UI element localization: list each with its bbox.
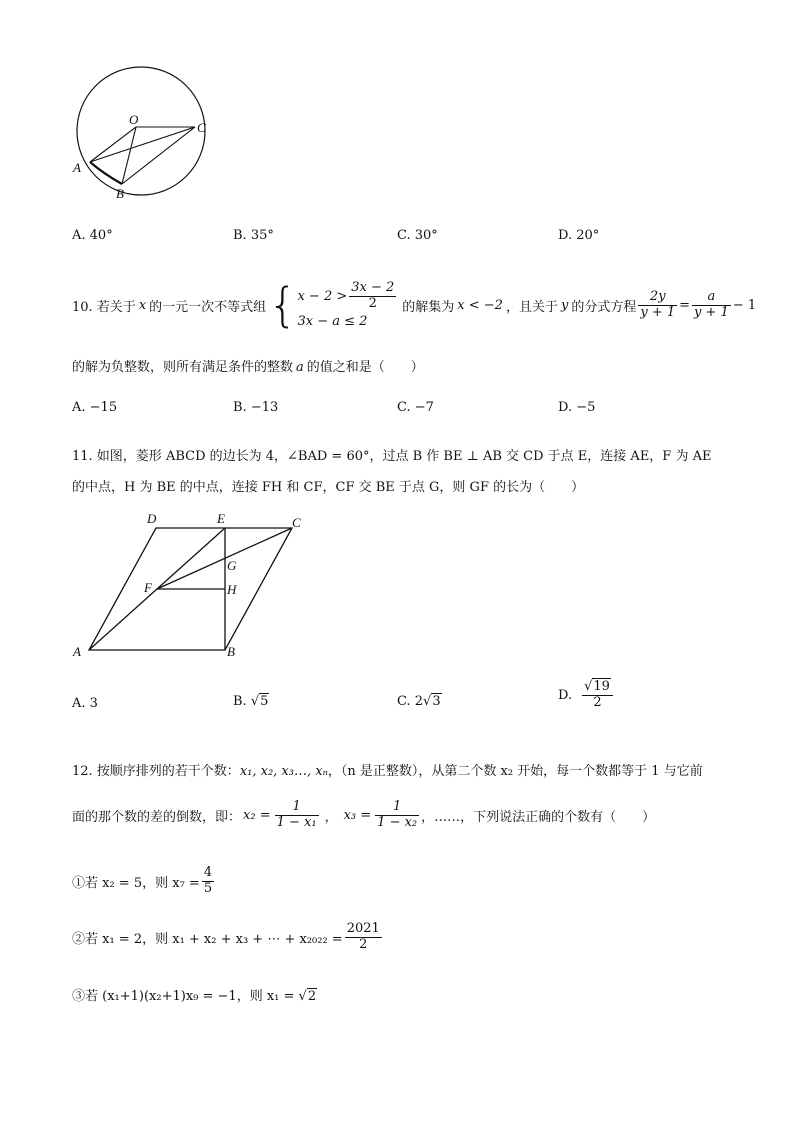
q9-option-a[interactable]: A. 40° bbox=[72, 228, 113, 243]
q10-ineq1: x − 2 > $\frac{3x - 2}{2}$ bbox=[297, 280, 395, 311]
q12-item-3: ③若 (x₁+1)(x₂+1)x₉ = −1，则 x₁ = √2 bbox=[72, 989, 317, 1004]
q10-var-x: x bbox=[138, 297, 147, 313]
label-B: B bbox=[116, 186, 124, 201]
label-F: F bbox=[144, 580, 152, 595]
label-C: C bbox=[197, 120, 206, 135]
q10-mid: 的一元一次不等式组 bbox=[149, 299, 267, 315]
label-O: O bbox=[129, 112, 139, 127]
q10-solution: x < −2 bbox=[457, 297, 503, 313]
q12-item-2: ②若 x₁ = 2，则 x₁ + x₂ + x₃ + ⋯ + x₂₀₂₂ = $\frac{2021}{2}$ bbox=[72, 921, 380, 952]
circle bbox=[77, 67, 205, 195]
q11-option-c[interactable]: C. 2√3 bbox=[397, 694, 441, 709]
q10-frac-1: $\frac{2y}{y + 1}$ bbox=[640, 288, 676, 320]
q11-stem-line2: 的中点，H 为 BE 的中点，连接 FH 和 CF，CF 交 BE 于点 G，则 GF 的长为（ ） bbox=[72, 480, 585, 495]
q10-after2: ，且关于 bbox=[505, 299, 558, 315]
label-A: A bbox=[73, 160, 81, 175]
label-E: E bbox=[217, 511, 225, 526]
label-G: G bbox=[227, 558, 237, 573]
q11-option-d[interactable]: D. $\frac{√19}{2}$ bbox=[558, 680, 615, 711]
q11-option-a[interactable]: A. 3 bbox=[72, 696, 98, 711]
q10-ineq2: 3x − a ≤ 2 bbox=[297, 313, 368, 329]
label-A: A bbox=[73, 644, 81, 659]
q10-system bbox=[297, 281, 398, 329]
circle-figure bbox=[70, 66, 220, 206]
q12-stem-line1: 12. 按顺序排列的若干个数：x₁, x₂, x₃…, xₙ，（n 是正整数），从第二个数 x₂ 开始，每一个数都等于 1 与它前 bbox=[72, 764, 703, 779]
q10-after3: 的分式方程 bbox=[571, 299, 637, 315]
rhombus-figure bbox=[70, 508, 320, 664]
q10-stem-line1: 10. 若关于 x 的一元一次不等式组 { x − 2 > $\frac{3x - 2}{2}$ 3x − a ≤ 2 的解集为 x < −2 ，且关于 y 的分式方程 $\frac{2y}{y + 1}$ = $\frac{a}{y + 1}$ − 1 bbox=[72, 278, 757, 332]
q10-stem-line2: 的解为负整数，则所有满足条件的整数 a 的值之和是（ ） bbox=[72, 360, 424, 375]
q12-item-1: ①若 x₂ = 5，则 x₇ = $\frac{4}{5}$ bbox=[72, 865, 213, 896]
q9-option-b[interactable]: B. 35° bbox=[233, 228, 274, 243]
q11-stem-line1: 11. 如图，菱形 ABCD 的边长为 4，∠BAD = 60°，过点 B 作 BE ⊥ AB 交 CD 于点 E，连接 AE，F 为 AE bbox=[72, 449, 712, 464]
q10-var-y: y bbox=[560, 297, 569, 313]
q11-option-b[interactable]: B. √5 bbox=[233, 694, 269, 709]
q10-option-b[interactable]: B. −13 bbox=[233, 400, 279, 415]
q12-stem-line2: 面的那个数的差的倒数，即： x₂ = $\frac{1}{\text{1 − x₁}}$ ， x₃ = $\frac{1}{\text{1 − x₂}}$ ，……，下列说法正确的个数有（ ） bbox=[72, 799, 656, 830]
q10-option-c[interactable]: C. −7 bbox=[397, 400, 434, 415]
q10-option-a[interactable]: A. −15 bbox=[72, 400, 118, 415]
label-D: D bbox=[147, 511, 157, 526]
system-brace: { bbox=[268, 278, 298, 332]
q10-prefix: 10. 若关于 bbox=[72, 299, 136, 315]
q10-option-d[interactable]: D. −5 bbox=[558, 400, 596, 415]
q9-option-d[interactable]: D. 20° bbox=[558, 228, 600, 243]
label-H: H bbox=[227, 582, 237, 597]
label-B: B bbox=[227, 644, 235, 659]
label-C: C bbox=[292, 515, 301, 530]
q10-after: 的解集为 bbox=[402, 299, 455, 315]
q10-frac-2: $\frac{a}{y + 1}$ bbox=[694, 288, 729, 320]
q9-option-c[interactable]: C. 30° bbox=[397, 228, 438, 243]
